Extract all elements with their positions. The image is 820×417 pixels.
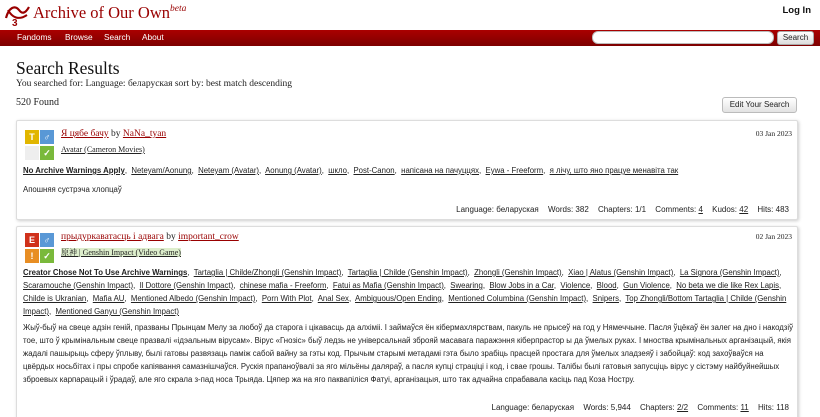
tag-link[interactable]: Xiao | Alatus (Genshin Impact): [568, 268, 674, 277]
edit-search-button[interactable]: Edit Your Search: [722, 97, 797, 113]
ao3-logo-icon[interactable]: [3, 1, 33, 27]
kudos-label: Kudos:: [712, 205, 738, 214]
fandom-line: [61, 145, 145, 154]
work-blurb: [16, 226, 798, 417]
tag-link[interactable]: я лічу, што яно працуе менавіта так: [549, 166, 679, 175]
work-stats: [492, 403, 790, 412]
login-link[interactable]: Log In: [782, 5, 811, 16]
tag-link[interactable]: Mentioned Columbina (Genshin Impact): [448, 294, 587, 303]
chapters-value: 1/1: [634, 205, 647, 214]
comments-link[interactable]: 11: [740, 403, 749, 412]
warning-choose-not-icon: !: [25, 249, 39, 263]
site-search-input[interactable]: [592, 31, 774, 44]
warning-none-icon: [25, 146, 39, 160]
work-stats: [456, 205, 789, 214]
work-date: 03 Jan 2023: [755, 129, 792, 138]
tag-link[interactable]: Mentioned Ganyu (Genshin Impact): [55, 307, 180, 316]
work-date: 02 Jan 2023: [755, 232, 792, 241]
hits-value: 483: [775, 205, 789, 214]
site-name: Archive of Our Own: [33, 3, 171, 22]
tag-link[interactable]: Tartaglia | Childe (Genshin Impact): [347, 268, 468, 277]
tag-link[interactable]: Eywa - Freeform: [485, 166, 544, 175]
page-title: Search Results: [16, 58, 120, 78]
work-title-link[interactable]: Я цябе бачу: [61, 129, 109, 139]
tag-link[interactable]: Childe is Ukranian: [23, 294, 87, 303]
rating-teen-icon: T: [25, 130, 39, 144]
work-summary: Жыў-быў на свеце адзін геній, празваны Прынцам Мелу за любоў да старога і цікавасць да алхіміі. І займаўся ён кібермахлярствам, пакуль не прысеў на год у Нямеччыне. Пасля ўцёкаў ён залег на дно і накодзіў тое, што ў крымінальным свеце празвалі «ідэальным вірусам». Вірус «Гнозіс» быў ледзь не універсальнай зброяй масавага паражэння кіберпрастор ы да ўмелых руках. І мноства крымінальных арганізацый, якія жадалі пашырыць сферу ўплыву, былі гатовы развязаць паміж сабой вайну за гэты код. Прычым старымі метадамі гэта было зрабіць прасцей простага для ўмелых зладзеяў і забойцаў: код захоўваўся на цвёрдых носьбітах і пры спробе капіявання самазнішчаўся. Рускія прапаноўвалі за яго мільёны даляраў, а пасля купці страціці і код, і свае грошы. Талібы былі гатовыя запусціць вірус у сістэму найбуйнейшых зброевых карпарацый і ўрадаў, але яго скрала з-пад носа Трыяда. Цяпер жа на яго паквапіліся Фатуі, арганізацыя, што так адчайна спрабавала касіць пад Коза Ностру.: [23, 323, 793, 384]
tag-link[interactable]: Swearing: [450, 281, 483, 290]
search-query-description: You searched for: Language: беларуская sort by: best match descending: [16, 79, 292, 89]
language-label: Language:: [491, 403, 530, 412]
author-link[interactable]: important_crow: [178, 232, 239, 242]
fandom-link[interactable]: 原神 | Genshin Impact (Video Game): [61, 248, 181, 257]
tag-link[interactable]: Il Dottore (Genshin Impact): [139, 281, 234, 290]
comments-label: Comments:: [655, 205, 697, 214]
tag-link[interactable]: Neteyam (Avatar): [198, 166, 260, 175]
chapters-label: Chapters:: [598, 205, 633, 214]
warning-tag[interactable]: No Archive Warnings Apply: [23, 166, 125, 175]
site-header: [0, 0, 820, 30]
tag-link[interactable]: Blood: [596, 281, 617, 290]
tag-link[interactable]: Top Zhongli/Bottom Tartaglia | Childe (Genshin Impact): [23, 294, 787, 316]
complete-check-icon: ✓: [40, 249, 54, 263]
hits-value: 118: [776, 403, 789, 412]
tag-link[interactable]: Post-Canon: [353, 166, 395, 175]
words-label: Words:: [547, 205, 574, 214]
by-text: by: [111, 129, 121, 139]
tag-link[interactable]: chinese mafia - Freeform: [239, 281, 327, 290]
tag-link[interactable]: напісана на пачуццях: [401, 166, 480, 175]
tag-link[interactable]: Blow Jobs in a Car: [489, 281, 554, 290]
kudos-link[interactable]: 42: [739, 205, 749, 214]
work-summary: Апошняя сустрэча хлопцаў: [23, 185, 122, 194]
words-value: 382: [575, 205, 589, 214]
site-beta: beta: [170, 3, 187, 14]
nav-browse[interactable]: Browse: [65, 32, 93, 42]
language-value: беларуская: [531, 403, 575, 412]
tag-link[interactable]: Snipers: [592, 294, 619, 303]
tag-link[interactable]: No beta we die like Rex Lapis: [676, 281, 780, 290]
rating-explicit-icon: E: [25, 233, 39, 247]
site-search-button[interactable]: Search: [777, 31, 814, 45]
work-blurb: [16, 120, 798, 220]
by-text: by: [166, 232, 176, 242]
chapters-label: Chapters:: [640, 403, 675, 412]
tag-link[interactable]: Gun Violence: [623, 281, 670, 290]
words-label: Words:: [583, 403, 609, 412]
complete-check-icon: ✓: [40, 146, 54, 160]
tag-link[interactable]: Scaramouche (Genshin Impact): [23, 281, 134, 290]
fandom-link[interactable]: Avatar (Cameron Movies): [61, 145, 145, 154]
results-count: 520 Found: [16, 97, 60, 108]
chapters-link[interactable]: 2/2: [676, 403, 689, 412]
tag-link[interactable]: Zhongli (Genshin Impact): [474, 268, 562, 277]
tag-link[interactable]: La Signora (Genshin Impact): [679, 268, 780, 277]
work-title-link[interactable]: прыдуркаватасць і адвага: [61, 232, 164, 242]
author-link[interactable]: NaNa_tyan: [122, 129, 167, 139]
work-heading: [61, 129, 166, 139]
category-mm-icon: ♂: [40, 233, 54, 247]
warning-tag[interactable]: Creator Chose Not To Use Archive Warnings: [23, 268, 188, 277]
tag-list: Creator Chose Not To Use Archive Warnings, Tartaglia | Childe/Zhongli (Genshin Impact), Tartaglia | Childe (Genshin Impact), Zhongli (Genshin Impact), Xiao | Alatus (Genshin Impact), La Signora (Genshin Impact), Scaramouche (Genshin Impact), Il Dottore (Genshin Impact), chinese mafia - Freeform, Fatui as Mafia (Genshin Impact), Swearing, Blow Jobs in a Car, Violence, Blood, Gun Violence, No beta we die like Rex Lapis, Childe is Ukranian, Mafia AU, Mentioned Albedo (Genshin Impact), Porn With Plot, Anal Sex, Ambiguous/Open Ending, Mentioned Columbina (Genshin Impact), Snipers, Top Zhongli/Bottom Tartaglia | Childe (Genshin Impact), Mentioned Ganyu (Genshin Impact): [23, 268, 787, 316]
tag-link[interactable]: шкло: [328, 166, 347, 175]
tag-link[interactable]: Porn With Plot: [261, 294, 312, 303]
nav-search[interactable]: Search: [104, 32, 131, 42]
tag-link[interactable]: Aonung (Avatar): [265, 166, 322, 175]
hits-label: Hits:: [757, 205, 774, 214]
tag-link[interactable]: Mentioned Albedo (Genshin Impact): [130, 294, 256, 303]
work-heading: [61, 232, 239, 242]
tag-link[interactable]: Neteyam/Aonung: [131, 166, 192, 175]
words-value: 5,944: [610, 403, 631, 412]
tag-link[interactable]: Mafia AU: [92, 294, 125, 303]
comments-link[interactable]: 4: [698, 205, 703, 214]
tag-list: No Archive Warnings Apply, Neteyam/Aonung, Neteyam (Avatar), Aonung (Avatar), шкло, Post-Canon, напісана на пачуццях, Eywa - Freeform, я лічу, што яно працуе менавіта так: [23, 166, 679, 175]
comments-label: Comments:: [697, 403, 739, 412]
language-label: Language:: [456, 205, 494, 214]
fandom-line: [61, 247, 181, 258]
language-value: беларуская: [496, 205, 539, 214]
hits-label: Hits:: [758, 403, 774, 412]
category-mm-icon: ♂: [40, 130, 54, 144]
tag-link[interactable]: Tartaglia | Childe/Zhongli (Genshin Impact): [193, 268, 342, 277]
tag-link[interactable]: Violence: [560, 281, 591, 290]
site-title[interactable]: [33, 3, 186, 23]
nav-about[interactable]: About: [142, 32, 164, 42]
tag-link[interactable]: Ambiguous/Open Ending: [355, 294, 442, 303]
tag-link[interactable]: Fatui as Mafia (Genshin Impact): [332, 281, 444, 290]
svg-text:3: 3: [12, 18, 18, 27]
tag-link[interactable]: Anal Sex: [317, 294, 349, 303]
nav-fandoms[interactable]: Fandoms: [17, 32, 52, 42]
